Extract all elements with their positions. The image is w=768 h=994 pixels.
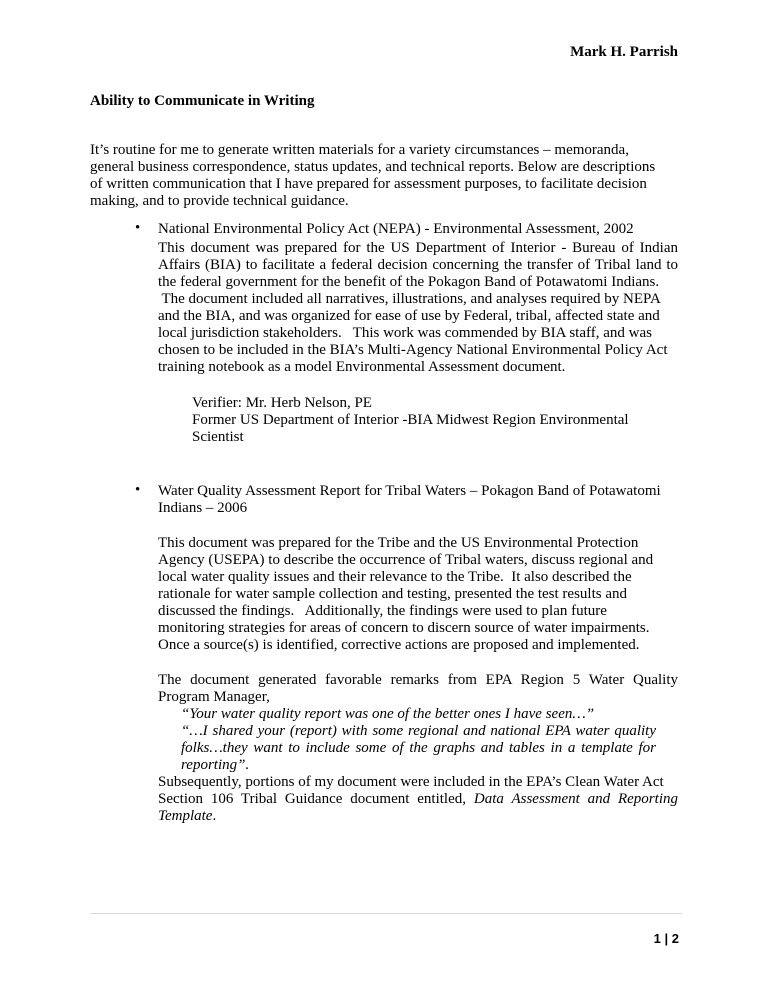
item2-body-line: monitoring strategies for areas of concern to discern source of water impairments. (158, 620, 650, 636)
document-title-italic: Data Assessment and Reporting (473, 791, 678, 807)
item2-remarks-line: Program Manager, (158, 689, 270, 705)
item2-body-line: This document was prepared for the Tribe and the US Environmental Protection (158, 535, 639, 551)
document-title-italic: Template (158, 808, 213, 824)
item1-body-line: the federal government for the benefit of the Pokagon Band of Potawatomi Indians. (158, 274, 660, 290)
item1-body-line: chosen to be included in the BIA’s Multi-Agency National Environmental Policy Act (158, 342, 668, 358)
quote-line: reporting”. (181, 757, 250, 773)
item2-body-line: local water quality issues and their relevance to the Tribe. It also described the (158, 569, 632, 585)
item2-remarks-line: The document generated favorable remarks from EPA Region 5 Water Quality (158, 672, 678, 688)
item1-body-line: The document included all narratives, illustrations, and analyses required by NEPA (158, 291, 661, 307)
closing-text: . (212, 808, 217, 824)
bullet-icon: • (135, 220, 141, 236)
section-title: Ability to Communicate in Writing (90, 93, 315, 109)
quote-line: folks…they want to include some of the graphs and tables in a template for (181, 740, 656, 756)
item1-body-line: and the BIA, and was organized for ease of use by Federal, tribal, affected state and (158, 308, 660, 324)
item2-title-line: Indians – 2006 (158, 500, 248, 516)
item1-title: National Environmental Policy Act (NEPA) - Environmental Assessment, 2002 (158, 221, 634, 237)
bullet-icon: • (135, 482, 141, 498)
item2-closing-line (158, 791, 678, 809)
item2-body-line: Agency (USEPA) to describe the occurrence of Tribal waters, discuss regional and (158, 552, 654, 568)
verifier-line: Scientist (192, 429, 244, 445)
item2-closing-line: Subsequently, portions of my document were included in the EPA’s Clean Water Act (158, 774, 664, 790)
quote-line: “Your water quality report was one of the better ones I have seen…” (181, 706, 595, 722)
header-author: Mark H. Parrish (570, 44, 678, 60)
footer-divider (90, 913, 682, 914)
item2-body-line: Once a source(s) is identified, corrective actions are proposed and implemented. (158, 637, 640, 653)
item2-closing-line (158, 808, 216, 826)
item1-body-line: training notebook as a model Environmental Assessment document. (158, 359, 566, 375)
verifier-line: Verifier: Mr. Herb Nelson, PE (192, 395, 372, 411)
quote-line: “…I shared your (report) with some regional and national EPA water quality (181, 723, 656, 739)
intro-line: making, and to provide technical guidance. (90, 193, 349, 209)
item2-body-line: discussed the findings. Additionally, the findings were used to plan future (158, 603, 607, 619)
item1-body-line: local jurisdiction stakeholders. This work was commended by BIA staff, and was (158, 325, 652, 341)
closing-text: Section 106 Tribal Guidance document entitled, (158, 791, 474, 807)
intro-line: It’s routine for me to generate written materials for a variety circumstances – memoranda, (90, 142, 629, 158)
intro-line: general business correspondence, status updates, and technical reports. Below are descriptions (90, 159, 656, 175)
item1-body-line: This document was prepared for the US Department of Interior - Bureau of Indian (158, 240, 678, 256)
item2-title-line: Water Quality Assessment Report for Tribal Waters – Pokagon Band of Potawatomi (158, 483, 661, 499)
intro-line: of written communication that I have prepared for assessment purposes, to facilitate decision (90, 176, 647, 192)
verifier-line: Former US Department of Interior -BIA Midwest Region Environmental (192, 412, 629, 428)
page-number: 1 | 2 (653, 931, 679, 946)
item2-body-line: rationale for water sample collection and testing, presented the test results and (158, 586, 628, 602)
item1-body-line: Affairs (BIA) to facilitate a federal decision concerning the transfer of Tribal land to (158, 257, 678, 273)
